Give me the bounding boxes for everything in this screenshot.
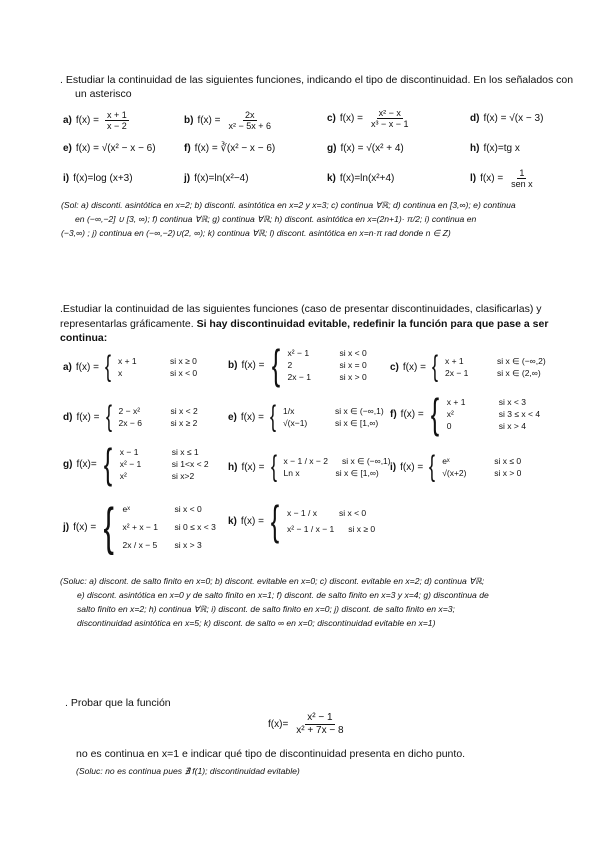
exercise-2f: f) f(x) = { x + 1 si x < 3 x² si 3 ≤ x < 4 0 si x > 4 bbox=[390, 390, 541, 437]
section2-solution-line3: salto finito en x=2; h) continua ∀ℝ; i) discont. de salto finito en x=0; j) discont. de salto finito en x=3; bbox=[77, 604, 455, 614]
exercise-1d: d) f(x) = √(x − 3) bbox=[470, 113, 544, 124]
section1-solution-line3: (−3,∞) ; j) continua en (−∞,−2)∪(2, ∞); k) continua ∀ℝ; l) discont. asintótica en x=n·π rad donde n ∈ Z) bbox=[61, 228, 451, 238]
exercise-1c: c) f(x) = $\frac{\text{x² − x}}{\text{x³ − x − 1}}$ bbox=[327, 108, 409, 129]
exercise-2g: g) f(x)= { x − 1 si x ≤ 1 x² − 1 si 1<x < 2 x² si x>2 bbox=[63, 440, 209, 487]
fraction: $\frac{\text{x² − 1}}{\text{x² + 7x − 8}}$ bbox=[296, 712, 344, 736]
exercise-1h: h) f(x)=tg x bbox=[470, 143, 520, 154]
exercise-1a: a) f(x) = $\frac{x + 1}{x - 2}$ bbox=[63, 110, 127, 131]
section1-solution-line2: en (−∞,−2] ∪ [3, ∞); f) continua ∀ℝ; g) continua ∀ℝ; h) discont. asintótica en x=(2n+1)· π/2; i) continua en bbox=[75, 214, 477, 224]
exercise-2d: d) f(x) = { 2 − x² si x < 2 2x − 6 si x ≥ 2 bbox=[63, 400, 198, 433]
section1-title-line2: un asterisco bbox=[75, 88, 132, 100]
exercise-1k: k) f(x)=ln(x²+4) bbox=[327, 173, 395, 184]
section2-solution-line2: e) discont. asintótica en x=0 y de salto finito en x=1; f) discont. de salto finito en x=3 y x=4; g) discontinua de bbox=[77, 590, 489, 600]
exercise-2e: e) f(x) = { 1/x si x ∈ (−∞,1) √(x−1) si x ∈ [1,∞) bbox=[228, 400, 384, 433]
exercise-2b: b) f(x) = { x² − 1 si x < 0 2 si x = 0 2x − 1 si x > 0 bbox=[228, 341, 367, 388]
exercise-1b: b) f(x) = $\frac{2x}{\text{x² − 5x + 6}}$ bbox=[184, 110, 272, 131]
exercise-1l: l) f(x) = $\frac{1}{\text{sen x}}$ bbox=[470, 168, 533, 189]
section2-title-line2: representarlas gráficamente. Si hay discontinuidad evitable, redefinir la función para que pase a ser bbox=[60, 318, 549, 330]
exercise-1e: e) f(x) = √(x² − x − 6) bbox=[63, 143, 156, 154]
section2-title-line1: .Estudiar la continuidad de las siguientes funciones (caso de presentar discontinuidades, clasificarlas) y bbox=[60, 303, 542, 315]
fraction: $\frac{x + 1}{x - 2}$ bbox=[106, 110, 127, 131]
exercise-2k: k) f(x) = { x − 1 / x si x < 0 x² − 1 / x − 1 si x ≥ 0 bbox=[228, 497, 376, 544]
fraction: $\frac{2x}{\text{x² − 5x + 6}}$ bbox=[228, 110, 272, 131]
fraction: $\frac{\text{x² − x}}{\text{x³ − x − 1}}$ bbox=[370, 108, 409, 129]
section3-solution: (Soluc: no es continua pues ∄ f(1); discontinuidad evitable) bbox=[76, 766, 300, 776]
fraction: $\frac{1}{\text{sen x}}$ bbox=[511, 168, 533, 189]
bullet: . bbox=[60, 74, 63, 86]
section3-title: . Probar que la función bbox=[65, 697, 171, 709]
exercise-2a: a) f(x) = { x + 1 si x ≥ 0 x si x < 0 bbox=[63, 350, 198, 383]
exercise-1g: g) f(x) = √(x² + 4) bbox=[327, 143, 404, 154]
exercise-2j: j) f(x) = { eˣ si x < 0 x² + x − 1 si 0 ≤ x < 3 2x / x − 5 si x > 3 bbox=[63, 498, 216, 556]
section2-title-line3: continua: bbox=[60, 332, 108, 344]
exercise-1f: f) f(x) = ∛(x² − x − 6) bbox=[184, 143, 276, 154]
section3-function: f(x)= $\frac{\text{x² − 1}}{\text{x² + 7x − 8}}$ bbox=[268, 712, 344, 736]
section3-statement: no es continua en x=1 e indicar qué tipo de discontinuidad presenta en dicho punto. bbox=[76, 748, 466, 760]
exercise-1j: j) f(x)=ln(x²−4) bbox=[184, 173, 249, 184]
exercise-2c: c) f(x) = { x + 1 si x ∈ (−∞,2) 2x − 1 si x ∈ (2,∞) bbox=[390, 350, 546, 383]
section1-title-line1: . Estudiar la continuidad de las siguientes funciones, indicando el tipo de discontinuidad. En los señalados con bbox=[60, 74, 574, 86]
section2-solution-line4: discontinuidad asintótica en x=5; k) discont. de salto ∞ en x=0; discontinuidad evitable en x=1) bbox=[77, 618, 436, 628]
section2-solution-line1: (Soluc: a) discont. de salto finito en x=0; b) discont. evitable en x=0; c) discont. evitable en x=2; d) continua ∀ℝ; bbox=[60, 576, 485, 586]
section1-solution-line1: (Sol: a) disconti. asintótica en x=2; b) disconti. asintótica en x=2 y x=3; c) continua ∀ℝ; d) continua en [3,∞); e) continua bbox=[61, 200, 516, 210]
exercise-2i: i) f(x) = { eˣ si x ≤ 0 √(x+2) si x > 0 bbox=[390, 450, 522, 483]
exercise-1i: i) f(x)=log (x+3) bbox=[63, 173, 133, 184]
exercise-2h: h) f(x) = { x − 1 / x − 2 si x ∈ (−∞,1) Ln x si x ∈ [1,∞) bbox=[228, 450, 391, 483]
